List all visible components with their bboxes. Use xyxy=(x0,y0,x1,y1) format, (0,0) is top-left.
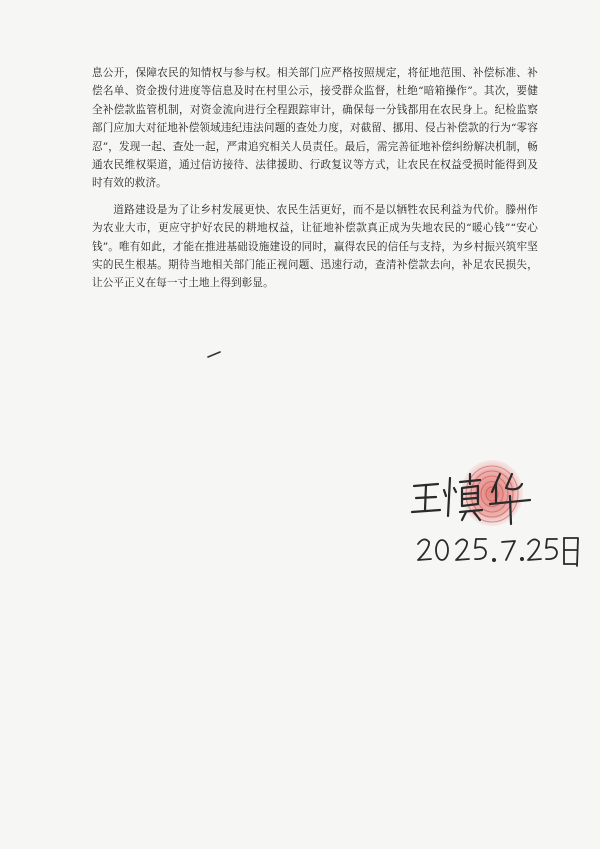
document-body xyxy=(92,64,538,293)
handwritten-date xyxy=(414,530,584,572)
signature-block xyxy=(400,452,590,572)
handwritten-name-signature xyxy=(408,466,548,526)
paragraph-1: 息公开，保障农民的知情权与参与权。相关部门应严格按照规定，将征地范围、补偿标准、补偿名单、资金拨付进度等信息及时在村里公示，接受群众监督，杜绝“暗箱操作”。其次，要健全补偿款监管机制，对资金流向进行全程跟踪审计，确保每一分钱都用在农民身上。纪检监察部门应加大对征地补偿领域违纪违法问题的查处力度，对截留、挪用、侵占补偿款的行为“零容忍”，发现一起、查处一起，严肃追究相关人员责任。最后，需完善征地补偿纠纷解决机制，畅通农民维权渠道，通过信访接待、法律援助、行政复议等方式，让农民在权益受损时能得到及时有效的救济。 xyxy=(92,67,538,190)
stray-pen-mark xyxy=(207,349,223,359)
paragraph-2: 道路建设是为了让乡村发展更快、农民生活更好，而不是以牺牲农民利益为代价。滕州作为农业大市，更应守护好农民的耕地权益，让征地补偿款真正成为失地农民的“暖心钱”“安心钱”。唯有如此，才能在推进基础设施建设的同时，赢得农民的信任与支持，为乡村振兴筑牢坚实的民生根基。期待当地相关部门能正视问题、迅速行动，查清补偿款去向，补足农民损失，让公平正义在每一寸土地上得到彰显。 xyxy=(92,203,538,290)
